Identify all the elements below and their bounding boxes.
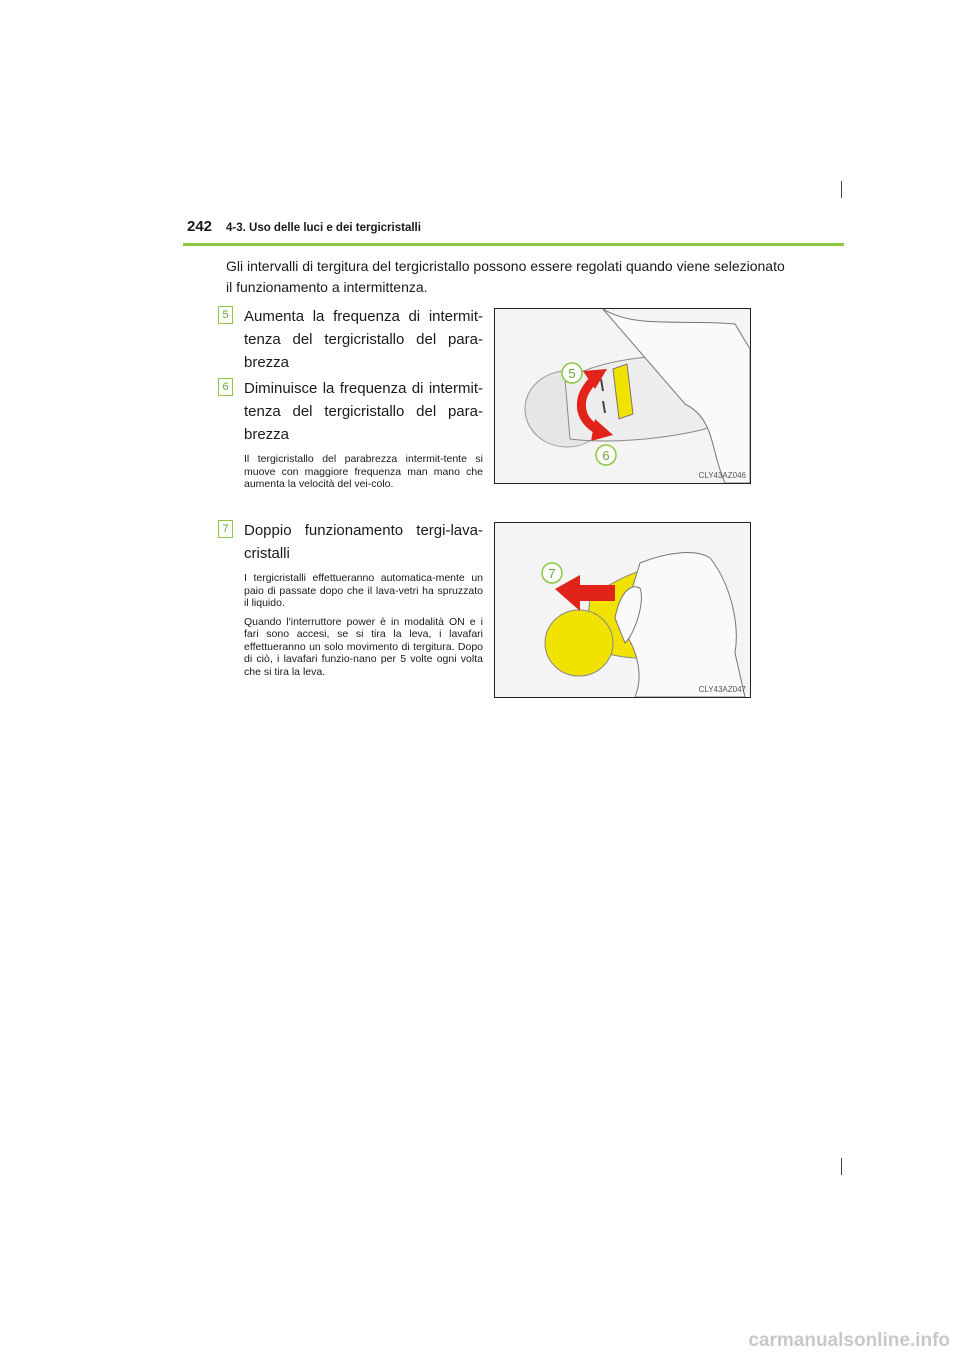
figure-code: CLY43AZ046 (698, 471, 746, 480)
callout-5 (562, 363, 582, 383)
item-number-badge: 7 (218, 520, 233, 538)
item-7 (218, 519, 483, 678)
item-title: Doppio funzionamento tergi-lava-cristalli (244, 522, 483, 562)
svg-text:5: 5 (568, 366, 576, 381)
crop-mark-top (841, 181, 842, 198)
svg-text:7: 7 (548, 566, 556, 581)
item-5 (218, 305, 483, 374)
callout-7 (542, 563, 562, 583)
watermark: carmanualsonline.info (748, 1330, 950, 1351)
crop-mark-bottom (841, 1158, 842, 1175)
section-title: 4-3. Uso delle luci e dei tergicristalli (226, 222, 421, 234)
item-note: Quando l'interruttore power è in modalità ON e i fari sono accesi, se si tira la leva, i lavafari effettueranno un solo movimento di tergitura. Dopo di ciò, i lavafari funzio-nano per 5 volte ogni volta che si tira la leva. (244, 615, 483, 678)
page-number: 242 (187, 218, 213, 235)
item-number-badge: 5 (218, 306, 233, 324)
item-note: Il tergicristallo del parabrezza intermit-tente si muove con maggiore frequenza man mano che aumenta la velocità del vei-colo. (244, 453, 483, 490)
item-title: Aumenta la frequenza di intermit-tenza del tergicristallo del para-brezza (244, 308, 483, 371)
item-number-badge: 6 (218, 378, 233, 396)
figure-code: CLY43AZ047 (698, 685, 746, 694)
callout-6 (596, 445, 616, 465)
intro-paragraph: Gli intervalli di tergitura del tergicristallo possono essere regolati quando viene selezionato il funzionamento a intermittenza. (226, 258, 785, 295)
item-note: I tergicristalli effettueranno automatica-mente un paio di passate dopo che il lava-vetri ha spruzzato il liquido. (244, 572, 483, 609)
svg-text:6: 6 (602, 448, 610, 463)
lever-illustration (495, 309, 750, 483)
header-rule (183, 243, 844, 246)
figure-wiper-washer (494, 522, 751, 698)
lever-pull-illustration (495, 523, 750, 697)
figure-wiper-frequency (494, 308, 751, 484)
item-title: Diminuisce la frequenza di intermit-tenza del tergicristallo del para-brezza (244, 380, 483, 443)
item-6 (218, 377, 483, 491)
